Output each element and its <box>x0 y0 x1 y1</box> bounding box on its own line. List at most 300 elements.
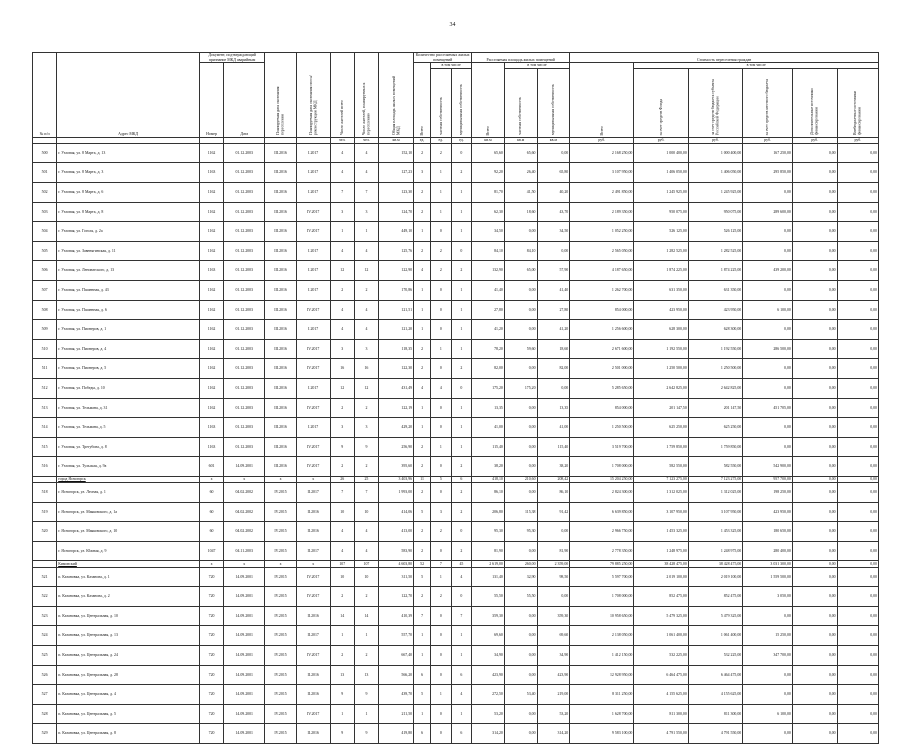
unit-cell: ед. <box>414 137 431 143</box>
doc-number-cell: 720 <box>199 606 223 626</box>
rooms-total-cell: 2 <box>414 541 431 561</box>
residents-cell: 4 <box>330 300 354 320</box>
row-number: 519 <box>33 502 57 522</box>
residents-planned-cell: 4 <box>354 143 378 163</box>
area-total-cell: 34,50 <box>472 222 505 242</box>
cost-extra-cell: 0,00 <box>792 261 837 281</box>
rooms-municipal-cell: 2 <box>451 502 472 522</box>
doc-date-cell: 01.12.2003 <box>224 437 265 457</box>
rooms-municipal-cell: 1 <box>451 339 472 359</box>
area-municipal-cell: 98,50 <box>537 567 570 587</box>
area-total-cell: 69,60 <box>472 626 505 646</box>
cost-region-cell: 5 479 325,00 <box>688 606 742 626</box>
residents-cell: 9 <box>330 685 354 705</box>
relocation-date-cell: IV.2015 <box>265 724 296 744</box>
unit-cell: ед. <box>431 137 452 143</box>
cost-region-cell: 1 406 050,00 <box>688 163 742 183</box>
relocation-date-cell: III.2016 <box>265 398 296 418</box>
doc-number-cell: 1162 <box>199 378 223 398</box>
address-cell: п. Казановка, ул. Центральная, д. 10 <box>57 606 200 626</box>
doc-number-cell: 1162 <box>199 359 223 379</box>
area-private-cell: 0,00 <box>504 541 537 561</box>
cost-region-cell: 811 300,00 <box>688 704 742 724</box>
unit-cell: кв.м <box>472 137 505 143</box>
address-cell: г. Узловая, ул. Тульская, д. 9а <box>57 457 200 477</box>
area-municipal-cell: 18,60 <box>537 339 570 359</box>
table-row <box>33 626 879 646</box>
residents-cell: 2 <box>330 280 354 300</box>
cost-other-cell: 0,00 <box>837 685 878 705</box>
rooms-municipal-cell: 6 <box>451 724 472 744</box>
rooms-municipal-cell: 1 <box>451 418 472 438</box>
area-municipal-cell: 81,90 <box>537 541 570 561</box>
area-municipal-cell: 41,20 <box>537 320 570 340</box>
cost-fund-cell: 4 791 550,00 <box>634 724 688 744</box>
cost-extra-cell: 0,00 <box>792 567 837 587</box>
total-area-cell: 410,39 <box>379 606 414 626</box>
cost-fund-cell: 1 312 025,00 <box>634 483 688 503</box>
header-residents-count: Число жителей всего <box>330 53 354 138</box>
rooms-total-cell: 1 <box>414 222 431 242</box>
cost-extra-cell: 0,00 <box>792 300 837 320</box>
residents-cell: 3 <box>330 202 354 222</box>
total-area-cell: 121,51 <box>379 300 414 320</box>
total-area-cell: 413,00 <box>379 522 414 542</box>
relocation-date-cell: IV.2015 <box>265 502 296 522</box>
doc-date-cell: 01.12.2003 <box>224 222 265 242</box>
table-row <box>33 665 879 685</box>
demolition-date-cell: x <box>296 476 330 482</box>
demolition-date-cell: I.2017 <box>296 418 330 438</box>
unit-cell: чел. <box>354 137 378 143</box>
header-cost-other: Внебюджетные источники финансирования <box>837 68 878 137</box>
rooms-total-cell: 1 <box>414 646 431 666</box>
area-total-cell: 55,50 <box>472 587 505 607</box>
residents-cell: 1 <box>330 626 354 646</box>
total-area-cell: 127,23 <box>379 163 414 183</box>
cost-region-cell: 950 075,00 <box>688 202 742 222</box>
total-area-cell: 395,60 <box>379 457 414 477</box>
residents-cell: 4 <box>330 320 354 340</box>
area-municipal-cell: 27,80 <box>537 300 570 320</box>
cost-fund-cell: 1 245 925,00 <box>634 182 688 202</box>
cost-region-cell: 1 061 400,00 <box>688 626 742 646</box>
rooms-total-cell: 2 <box>414 241 431 261</box>
row-number: 506 <box>33 261 57 281</box>
table-row <box>33 646 879 666</box>
cost-total-cell: 2 189 350,00 <box>570 202 634 222</box>
table-row <box>33 704 879 724</box>
total-area-cell: 170,86 <box>379 280 414 300</box>
rooms-total-cell: 2 <box>414 522 431 542</box>
rooms-private-cell: 0 <box>431 646 452 666</box>
cost-other-cell: 0,00 <box>837 665 878 685</box>
residents-planned-cell: 1 <box>354 222 378 242</box>
residents-planned-cell: 14 <box>354 606 378 626</box>
doc-date-cell: 01.12.2003 <box>224 359 265 379</box>
cost-other-cell: 0,00 <box>837 280 878 300</box>
area-municipal-cell: 38,20 <box>537 457 570 477</box>
cost-other-cell: 0,00 <box>837 606 878 626</box>
cost-total-cell: 2 491 850,00 <box>570 182 634 202</box>
demolition-date-cell: IV.2017 <box>296 339 330 359</box>
row-number: 512 <box>33 378 57 398</box>
rooms-municipal-cell: 2 <box>451 359 472 379</box>
rooms-total-cell: 6 <box>414 724 431 744</box>
doc-date-cell: 14.09.2001 <box>224 704 265 724</box>
address-cell: п. Казановка, ул. Центральная, д. 24 <box>57 646 200 666</box>
address-cell: п. Казановка, ул. Центральная, д. 4 <box>57 685 200 705</box>
rooms-total-cell: 4 <box>414 261 431 281</box>
doc-number-cell: 1162 <box>199 398 223 418</box>
area-private-cell: 65,00 <box>504 261 537 281</box>
residents-cell: 4 <box>330 541 354 561</box>
table-row <box>33 567 879 587</box>
doc-number-cell: 720 <box>199 626 223 646</box>
cost-total-cell: 1 708 000,00 <box>570 587 634 607</box>
residents-cell: 16 <box>330 359 354 379</box>
total-area-cell: 419,80 <box>379 724 414 744</box>
cost-local-cell: 0,00 <box>743 606 793 626</box>
area-total-cell: 95,30 <box>472 522 505 542</box>
cost-fund-cell: 2 019 100,00 <box>634 567 688 587</box>
cost-extra-cell: 0,00 <box>792 476 837 482</box>
residents-cell: 3 <box>330 339 354 359</box>
cost-region-cell: 625 250,00 <box>688 418 742 438</box>
cost-extra-cell: 0,00 <box>792 502 837 522</box>
rooms-private-cell: 3 <box>431 502 452 522</box>
address-cell: г. Узловая, ул. Пионеров, д. 4 <box>57 339 200 359</box>
row-number: 516 <box>33 457 57 477</box>
rooms-private-cell: 4 <box>431 378 452 398</box>
residents-planned-cell: 3 <box>354 339 378 359</box>
cost-region-cell: 1 759 850,00 <box>688 437 742 457</box>
rooms-total-cell: 1 <box>414 704 431 724</box>
area-municipal-cell: 41,00 <box>537 418 570 438</box>
unit-cell: руб. <box>688 137 742 143</box>
doc-date-cell: 14.09.2001 <box>224 606 265 626</box>
cost-fund-cell: 811 300,00 <box>634 704 688 724</box>
residents-cell: 10 <box>330 567 354 587</box>
header-cost-local: за счет средств местного бюджета <box>743 68 793 137</box>
residents-planned-cell: 107 <box>354 561 378 567</box>
cost-local-cell: 347 700,00 <box>743 646 793 666</box>
doc-number-cell: 1163 <box>199 437 223 457</box>
cost-total-cell: 8 311 250,00 <box>570 685 634 705</box>
residents-cell: 13 <box>330 665 354 685</box>
table-row <box>33 378 879 398</box>
rooms-total-cell: 52 <box>414 561 431 567</box>
area-total-cell: 82,00 <box>472 359 505 379</box>
residents-planned-cell: 2 <box>354 280 378 300</box>
rooms-private-cell: 1 <box>431 437 452 457</box>
table-row <box>33 163 879 183</box>
rooms-total-cell: 1 <box>414 280 431 300</box>
cost-region-cell: 631 350,00 <box>688 280 742 300</box>
rooms-total-cell: 7 <box>414 606 431 626</box>
cost-region-cell: 2 642 825,00 <box>688 378 742 398</box>
rooms-private-cell: 0 <box>431 418 452 438</box>
cost-fund-cell: 1 192 550,00 <box>634 339 688 359</box>
residents-cell: 10 <box>330 502 354 522</box>
cost-local-cell: 6 100,00 <box>743 704 793 724</box>
cost-fund-cell: 532 225,00 <box>634 646 688 666</box>
area-total-cell: 65,60 <box>472 143 505 163</box>
area-total-cell: 41,20 <box>472 320 505 340</box>
address-cell: г. Узловая, ул. Тельмана, д. 31 <box>57 398 200 418</box>
doc-number-cell: 720 <box>199 665 223 685</box>
relocation-date-cell: III.2016 <box>265 163 296 183</box>
cost-fund-cell: 1 759 850,00 <box>634 437 688 457</box>
header-num: № п/п <box>33 53 57 138</box>
area-total-cell: 41,40 <box>472 280 505 300</box>
residents-cell: 107 <box>330 561 354 567</box>
residents-cell: 4 <box>330 163 354 183</box>
area-private-cell: 53,40 <box>504 685 537 705</box>
relocation-date-cell: IV.2015 <box>265 646 296 666</box>
cost-total-cell: 2 778 350,00 <box>570 541 634 561</box>
cost-region-cell: 852 475,00 <box>688 587 742 607</box>
relocation-date-cell: IV.2015 <box>265 483 296 503</box>
residents-planned-cell: 1 <box>354 626 378 646</box>
unit-cell: руб. <box>743 137 793 143</box>
area-municipal-cell: 57,90 <box>537 261 570 281</box>
cost-other-cell: 0,00 <box>837 163 878 183</box>
demolition-date-cell: IV.2017 <box>296 437 330 457</box>
relocation-date-cell: IV.2015 <box>265 567 296 587</box>
row-number: 510 <box>33 339 57 359</box>
cost-local-cell: 0,00 <box>743 320 793 340</box>
cost-local-cell: 3 050,00 <box>743 587 793 607</box>
doc-date-cell: 14.09.2001 <box>224 587 265 607</box>
cost-total-cell: 1 708 000,00 <box>570 457 634 477</box>
cost-fund-cell: 1 248 975,00 <box>634 541 688 561</box>
table-row <box>33 437 879 457</box>
rooms-total-cell: 5 <box>414 502 431 522</box>
header-area-private: частная собственность <box>504 68 537 137</box>
cost-other-cell: 0,00 <box>837 476 878 482</box>
address-cell: город Ясногорск <box>57 476 200 482</box>
cost-other-cell: 0,00 <box>837 418 878 438</box>
doc-date-cell: 01.12.2003 <box>224 339 265 359</box>
cost-region-cell: 1 250 500,00 <box>688 359 742 379</box>
header-rooms-incl: в том числе <box>431 63 472 69</box>
cost-local-cell: 0,00 <box>743 437 793 457</box>
cost-total-cell: 79 885 250,00 <box>570 561 634 567</box>
area-private-cell: 0,00 <box>504 222 537 242</box>
total-area-cell: 3 403,96 <box>379 476 414 482</box>
rooms-private-cell: 1 <box>431 339 452 359</box>
area-total-cell: 131,40 <box>472 567 505 587</box>
demolition-date-cell: I.2017 <box>296 280 330 300</box>
cost-region-cell: 1 312 025,00 <box>688 483 742 503</box>
area-private-cell: 0,00 <box>504 626 537 646</box>
area-total-cell: 38,20 <box>472 457 505 477</box>
rooms-private-cell: 0 <box>431 541 452 561</box>
area-municipal-cell: 91,42 <box>537 502 570 522</box>
cost-extra-cell: 0,00 <box>792 378 837 398</box>
unit-cell: руб. <box>837 137 878 143</box>
cost-region-cell: 582 550,00 <box>688 457 742 477</box>
table-row <box>33 541 879 561</box>
cost-total-cell: 9 583 100,00 <box>570 724 634 744</box>
doc-number-cell: x <box>199 561 223 567</box>
area-municipal-cell: 0,00 <box>537 587 570 607</box>
cost-local-cell: 957 700,00 <box>743 476 793 482</box>
unit-cell: кв.м <box>379 137 414 143</box>
rooms-municipal-cell: 0 <box>451 143 472 163</box>
cost-total-cell: 15 204 250,00 <box>570 476 634 482</box>
cost-fund-cell: 4 155 625,00 <box>634 685 688 705</box>
residents-planned-cell: 7 <box>354 483 378 503</box>
doc-number-cell: 601 <box>199 457 223 477</box>
rooms-total-cell: 11 <box>414 476 431 482</box>
doc-number-cell: 720 <box>199 587 223 607</box>
doc-date-cell: 01.12.2003 <box>224 398 265 418</box>
cost-local-cell: 198 250,00 <box>743 483 793 503</box>
header-planned-relocation: Планируемая дата окончания переселения <box>265 53 296 138</box>
cost-local-cell: 289 600,00 <box>743 202 793 222</box>
cost-total-cell: 10 958 650,00 <box>570 606 634 626</box>
total-area-cell: 1 993,00 <box>379 483 414 503</box>
rooms-municipal-cell: 4 <box>451 685 472 705</box>
cost-region-cell: 7 123 275,00 <box>688 476 742 482</box>
relocation-date-cell: III.2016 <box>265 320 296 340</box>
cost-extra-cell: 0,00 <box>792 665 837 685</box>
rooms-private-cell: 0 <box>431 359 452 379</box>
cost-fund-cell: 201 147,50 <box>634 398 688 418</box>
residents-planned-cell: 3 <box>354 202 378 222</box>
row-number: 515 <box>33 437 57 457</box>
area-municipal-cell: 41,40 <box>537 280 570 300</box>
rooms-municipal-cell: 45 <box>451 561 472 567</box>
residents-cell: 1 <box>330 704 354 724</box>
relocation-date-cell: III.2016 <box>265 300 296 320</box>
unit-cell: руб. <box>634 137 688 143</box>
row-number: 502 <box>33 182 57 202</box>
cost-local-cell: 0,00 <box>743 359 793 379</box>
rooms-municipal-cell: 6 <box>451 665 472 685</box>
total-area-cell: 667,40 <box>379 646 414 666</box>
demolition-date-cell: I.2017 <box>296 143 330 163</box>
row-number: 504 <box>33 222 57 242</box>
area-total-cell: 86,10 <box>472 483 505 503</box>
rooms-municipal-cell: 2 <box>451 483 472 503</box>
cost-total-cell: 2 501 000,00 <box>570 359 634 379</box>
table-row <box>33 280 879 300</box>
residents-planned-cell: 13 <box>354 665 378 685</box>
area-private-cell: 84,10 <box>504 241 537 261</box>
row-number: 507 <box>33 280 57 300</box>
cost-other-cell: 0,00 <box>837 300 878 320</box>
cost-fund-cell: 631 350,00 <box>634 280 688 300</box>
rooms-total-cell: 5 <box>414 567 431 587</box>
area-total-cell: 62,30 <box>472 202 505 222</box>
doc-date-cell: 01.12.2003 <box>224 143 265 163</box>
demolition-date-cell: II.2016 <box>296 665 330 685</box>
header-rooms-group: Количество расселяемых жилых помещений <box>414 53 472 63</box>
area-total-cell: 2 619,00 <box>472 561 505 567</box>
unit-cell: чел. <box>330 137 354 143</box>
cost-other-cell: 0,00 <box>837 483 878 503</box>
cost-extra-cell: 0,00 <box>792 418 837 438</box>
rooms-private-cell: 1 <box>431 685 452 705</box>
address-cell: г. Узловая, ул. 8 Марта, д. 6 <box>57 182 200 202</box>
area-total-cell: 418,10 <box>472 476 505 482</box>
cost-region-cell: 1 874 225,00 <box>688 261 742 281</box>
relocation-date-cell: III.2016 <box>265 339 296 359</box>
rooms-total-cell: 2 <box>414 587 431 607</box>
demolition-date-cell: IV.2017 <box>296 202 330 222</box>
cost-local-cell: 0,00 <box>743 241 793 261</box>
address-cell: п. Казановка, ул. Центральная, д. 13 <box>57 626 200 646</box>
row-number: 520 <box>33 522 57 542</box>
area-private-cell: 115,38 <box>504 502 537 522</box>
unit-cell: руб. <box>792 137 837 143</box>
area-private-cell: 0,00 <box>504 724 537 744</box>
rooms-municipal-cell: 1 <box>451 182 472 202</box>
cost-fund-cell: 1 000 400,00 <box>634 143 688 163</box>
rooms-municipal-cell: 4 <box>451 567 472 587</box>
area-total-cell: 132,90 <box>472 261 505 281</box>
cost-other-cell: 0,00 <box>837 320 878 340</box>
cost-extra-cell: 0,00 <box>792 163 837 183</box>
doc-number-cell: 60 <box>199 522 223 542</box>
doc-number-cell: 1047 <box>199 541 223 561</box>
total-area-cell: 429,20 <box>379 418 414 438</box>
doc-date-cell: 01.12.2003 <box>224 300 265 320</box>
table-row <box>33 685 879 705</box>
demolition-date-cell: I.2017 <box>296 378 330 398</box>
rooms-private-cell: 1 <box>431 182 452 202</box>
relocation-date-cell: III.2016 <box>265 457 296 477</box>
cost-region-cell: 38 428 475,00 <box>688 561 742 567</box>
residents-cell: 2 <box>330 587 354 607</box>
rooms-private-cell: 7 <box>431 561 452 567</box>
table-row <box>33 300 879 320</box>
cost-other-cell: 0,00 <box>837 202 878 222</box>
header-cost-incl: в том числе <box>634 63 879 69</box>
doc-number-cell: 1162 <box>199 202 223 222</box>
doc-date-cell: 01.12.2003 <box>224 261 265 281</box>
demolition-date-cell: IV.2017 <box>296 398 330 418</box>
cost-total-cell: 5 597 700,00 <box>570 567 634 587</box>
residents-cell: 2 <box>330 457 354 477</box>
cost-other-cell: 0,00 <box>837 339 878 359</box>
table-row <box>33 222 879 242</box>
area-private-cell: 55,50 <box>504 587 537 607</box>
cost-other-cell: 0,00 <box>837 502 878 522</box>
cost-total-cell: 6 639 850,00 <box>570 502 634 522</box>
area-private-cell: 18,60 <box>504 202 537 222</box>
total-area-cell: 122,90 <box>379 261 414 281</box>
area-private-cell: 175,20 <box>504 378 537 398</box>
area-municipal-cell: 65,80 <box>537 163 570 183</box>
doc-date-cell: 14.09.2001 <box>224 646 265 666</box>
address-cell: п. Казановка, ул. Центральная, д. 8 <box>57 724 200 744</box>
cost-extra-cell: 0,00 <box>792 339 837 359</box>
cost-region-cell: 2 019 100,00 <box>688 567 742 587</box>
table-row <box>33 457 879 477</box>
table-row <box>33 241 879 261</box>
cost-total-cell: 1 052 250,00 <box>570 222 634 242</box>
doc-number-cell: 60 <box>199 483 223 503</box>
cost-local-cell: 439 200,00 <box>743 261 793 281</box>
cost-total-cell: 5 285 650,00 <box>570 378 634 398</box>
residents-planned-cell: 2 <box>354 457 378 477</box>
total-area-cell: 583,90 <box>379 541 414 561</box>
rooms-municipal-cell: 1 <box>451 280 472 300</box>
